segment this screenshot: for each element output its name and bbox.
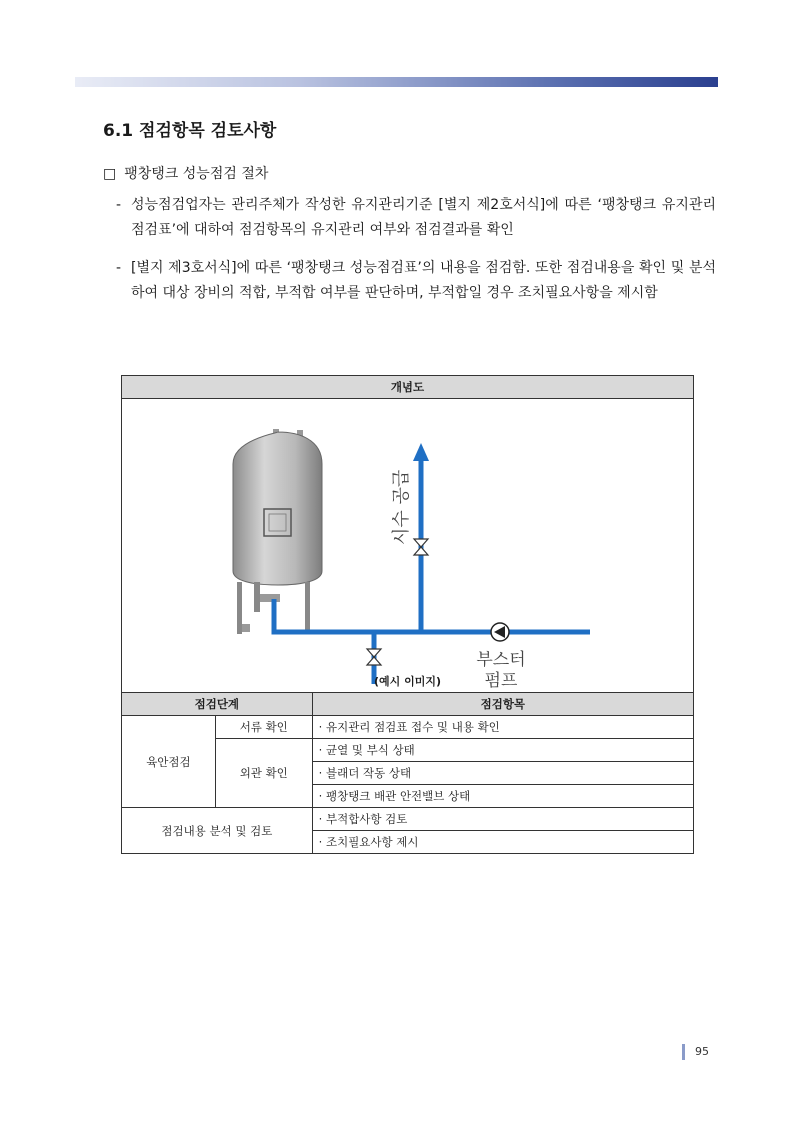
expansion-tank-diagram — [122, 399, 693, 692]
substage-cell: 서류 확인 — [215, 716, 312, 739]
dash-marker: - — [116, 197, 122, 213]
section-title-text: 점검항목 검토사항 — [139, 121, 277, 141]
expansion-tank-icon — [233, 429, 322, 634]
diagram-caption: (예시 이미지) — [373, 675, 441, 688]
bullet-text: 성능점검업자는 관리주체가 작성한 유지관리기준 [별지 제2호서식]에 따른 ‘팽창탱크 유지관리 점검표’에 대하여 점검항목의 유지관리 여부와 점검결과를 확인 — [131, 197, 716, 238]
dash-marker: - — [116, 260, 122, 276]
checkbox-square-icon: □ — [103, 166, 117, 182]
section-number: 6.1 — [103, 121, 134, 141]
stage-cell: 육안점검 — [122, 716, 216, 808]
table-row — [122, 808, 694, 831]
section-title — [103, 116, 276, 141]
item-cell: · 팽창탱크 배관 안전밸브 상태 — [312, 785, 693, 808]
item-cell: · 블래더 작동 상태 — [312, 762, 693, 785]
pump-label-line2: 펌프 — [484, 671, 518, 691]
bullet-text: [별지 제3호서식]에 따른 ‘팽창탱크 성능점검표’의 내용을 점검함. 또한 점검내용을 확인 및 분석하여 대상 장비의 적합, 부적합 여부를 판단하며, 부적합일 경우 조치필요사항을 제시함 — [131, 260, 716, 301]
bullet-item — [116, 193, 716, 243]
item-cell: · 유지관리 점검표 접수 및 내용 확인 — [312, 716, 693, 739]
substage-cell: 외관 확인 — [215, 739, 312, 808]
item-cell: · 균열 및 부식 상태 — [312, 739, 693, 762]
column-header-items: 점검항목 — [312, 693, 693, 716]
valve-icon — [414, 539, 428, 555]
inspection-table — [121, 375, 694, 854]
supply-label: 시수 공급 — [391, 469, 412, 545]
item-cell: · 부적합사항 검토 — [312, 808, 693, 831]
item-cell: · 조치필요사항 제시 — [312, 831, 693, 854]
stage-cell: 점검내용 분석 및 검토 — [122, 808, 313, 854]
pump-icon — [491, 623, 509, 641]
subsection-heading — [103, 163, 268, 183]
pump-label-line1: 부스터 — [476, 650, 526, 670]
page-number: 95 — [695, 1045, 709, 1058]
column-header-stage: 점검단계 — [122, 693, 313, 716]
valve-icon — [367, 649, 381, 665]
subsection-title: 팽창탱크 성능점검 절차 — [124, 166, 269, 182]
concept-diagram-header: 개념도 — [122, 376, 694, 399]
page-number-bar — [682, 1044, 685, 1060]
arrow-up-icon — [413, 443, 429, 461]
table-row — [122, 716, 694, 739]
header-decoration-bar — [75, 77, 718, 87]
bullet-item — [116, 256, 716, 306]
concept-diagram-cell — [122, 399, 694, 693]
